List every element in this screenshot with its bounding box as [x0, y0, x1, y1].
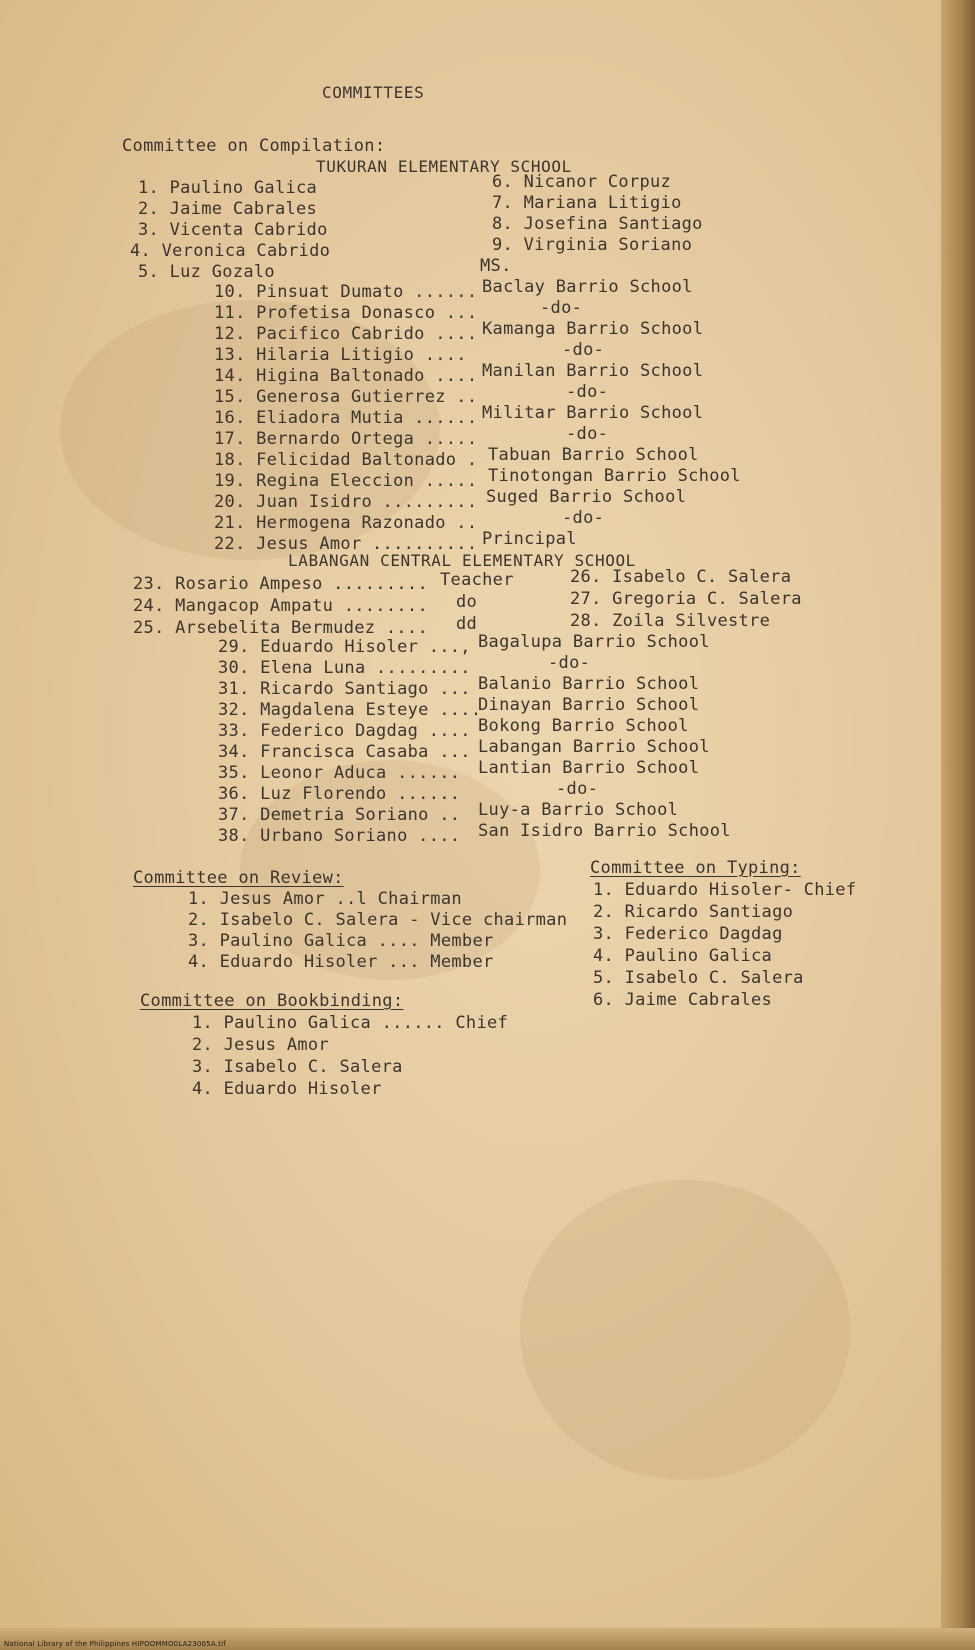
list-item: 36. Luz Florendo ...... — [218, 784, 461, 804]
list-item: 3. Isabelo C. Salera — [192, 1057, 403, 1077]
list-item: 20. Juan Isidro ......... — [214, 492, 478, 512]
list-item: 5. Luz Gozalo — [138, 262, 275, 282]
list-item: 35. Leonor Aduca ...... — [218, 763, 461, 783]
school-name: Bagalupa Barrio School — [478, 632, 710, 652]
list-item: 2. Isabelo C. Salera - Vice chairman — [188, 910, 568, 930]
school-name: Lantian Barrio School — [478, 758, 700, 778]
list-item: 19. Regina Eleccion ..... — [214, 471, 478, 491]
review-heading: Committee on Review: — [133, 868, 344, 888]
list-item: 2. Jesus Amor — [192, 1035, 329, 1055]
list-item: 3. Vicenta Cabrido — [138, 220, 328, 240]
list-item: 1. Jesus Amor ..l Chairman — [188, 889, 462, 909]
list-item: 2. Ricardo Santiago — [593, 902, 794, 922]
school-name: Baclay Barrio School — [482, 277, 693, 297]
list-item: 5. Isabelo C. Salera — [593, 968, 804, 988]
list-item: 34. Francisca Casaba ... — [218, 742, 471, 762]
list-item: 30. Elena Luna ......... — [218, 658, 471, 678]
list-item: 17. Bernardo Ortega ..... — [214, 429, 478, 449]
school-name: -do- — [566, 424, 609, 444]
list-item: 1. Paulino Galica — [138, 178, 318, 198]
compilation-heading: Committee on Compilation: — [122, 136, 386, 156]
list-item: 25. Arsebelita Bermudez .... — [133, 618, 428, 638]
list-item: 23. Rosario Ampeso ......... — [133, 574, 428, 594]
list-item: 29. Eduardo Hisoler ..., — [218, 637, 471, 657]
page-title: COMMITTEES — [322, 83, 425, 102]
list-item: 6. Nicanor Corpuz — [492, 172, 672, 192]
list-item: 37. Demetria Soriano .. — [218, 805, 461, 825]
school-name: -do- — [556, 779, 599, 799]
list-item: 21. Hermogena Razonado .. — [214, 513, 478, 533]
school-name: Suged Barrio School — [486, 487, 687, 507]
school-name: Principal — [482, 529, 577, 549]
school-name: Manilan Barrio School — [482, 361, 704, 381]
list-item: 3. Paulino Galica .... Member — [188, 931, 494, 951]
list-item: 27. Gregoria C. Salera — [570, 589, 802, 609]
school-name: -do- — [562, 508, 605, 528]
school-name: -do- — [562, 340, 605, 360]
list-item: 18. Felicidad Baltonado . — [214, 450, 478, 470]
school-name: Dinayan Barrio School — [478, 695, 700, 715]
list-item: 11. Profetisa Donasco ... — [214, 303, 478, 323]
school-name: Militar Barrio School — [482, 403, 704, 423]
list-item: 22. Jesus Amor .......... — [214, 534, 478, 554]
school-name: Luy-a Barrio School — [478, 800, 679, 820]
list-item: 1. Paulino Galica ...... Chief — [192, 1013, 509, 1033]
list-item: MS. — [480, 256, 512, 276]
list-item: 15. Generosa Gutierrez .. — [214, 387, 478, 407]
school-name: Labangan Barrio School — [478, 737, 710, 757]
list-item: 14. Higina Baltonado .... — [214, 366, 478, 386]
school-name: San Isidro Barrio School — [478, 821, 731, 841]
list-item: 8. Josefina Santiago — [492, 214, 703, 234]
list-item: 2. Jaime Cabrales — [138, 199, 318, 219]
list-item: 6. Jaime Cabrales — [593, 990, 773, 1010]
list-item: 9. Virginia Soriano — [492, 235, 693, 255]
role-label: do — [456, 592, 478, 612]
role-label: Teacher — [440, 570, 514, 590]
list-item: 1. Eduardo Hisoler- Chief — [593, 880, 857, 900]
list-item: 10. Pinsuat Dumato ...... — [214, 282, 478, 302]
list-item: 13. Hilaria Litigio .... — [214, 345, 467, 365]
school-name: -do- — [540, 298, 583, 318]
role-label: dd — [456, 614, 478, 634]
typing-heading: Committee on Typing: — [590, 858, 801, 878]
list-item: 33. Federico Dagdag .... — [218, 721, 471, 741]
paper-stain — [520, 1180, 850, 1480]
school-name: Tabuan Barrio School — [488, 445, 699, 465]
school-name: -do- — [566, 382, 609, 402]
school-name: Kamanga Barrio School — [482, 319, 704, 339]
list-item: 7. Mariana Litigio — [492, 193, 682, 213]
list-item: 32. Magdalena Esteye .... — [218, 700, 482, 720]
bookbinding-heading: Committee on Bookbinding: — [140, 991, 404, 1011]
list-item: 4. Eduardo Hisoler — [192, 1079, 382, 1099]
school-name: Bokong Barrio School — [478, 716, 689, 736]
list-item: 12. Pacifico Cabrido .... — [214, 324, 478, 344]
list-item: 38. Urbano Soriano .... — [218, 826, 461, 846]
list-item: 28. Zoila Silvestre — [570, 611, 771, 631]
labangan-school-heading: LABANGAN CENTRAL ELEMENTARY SCHOOL — [288, 551, 636, 570]
scan-footer: National Library of the Philippines HIPOOMMO0LA23005A.tif — [4, 1640, 226, 1648]
tukuran-school-heading: TUKURAN ELEMENTARY SCHOOL — [316, 157, 572, 176]
list-item: 4. Veronica Cabrido — [130, 241, 331, 261]
list-item: 16. Eliadora Mutia ...... — [214, 408, 478, 428]
list-item: 4. Paulino Galica — [593, 946, 773, 966]
school-name: -do- — [548, 653, 591, 673]
school-name: Balanio Barrio School — [478, 674, 700, 694]
list-item: 3. Federico Dagdag — [593, 924, 783, 944]
list-item: 31. Ricardo Santiago ... — [218, 679, 471, 699]
list-item: 4. Eduardo Hisoler ... Member — [188, 952, 494, 972]
page-edge-right — [941, 0, 975, 1650]
school-name: Tinotongan Barrio School — [488, 466, 741, 486]
list-item: 26. Isabelo C. Salera — [570, 567, 792, 587]
list-item: 24. Mangacop Ampatu ........ — [133, 596, 428, 616]
